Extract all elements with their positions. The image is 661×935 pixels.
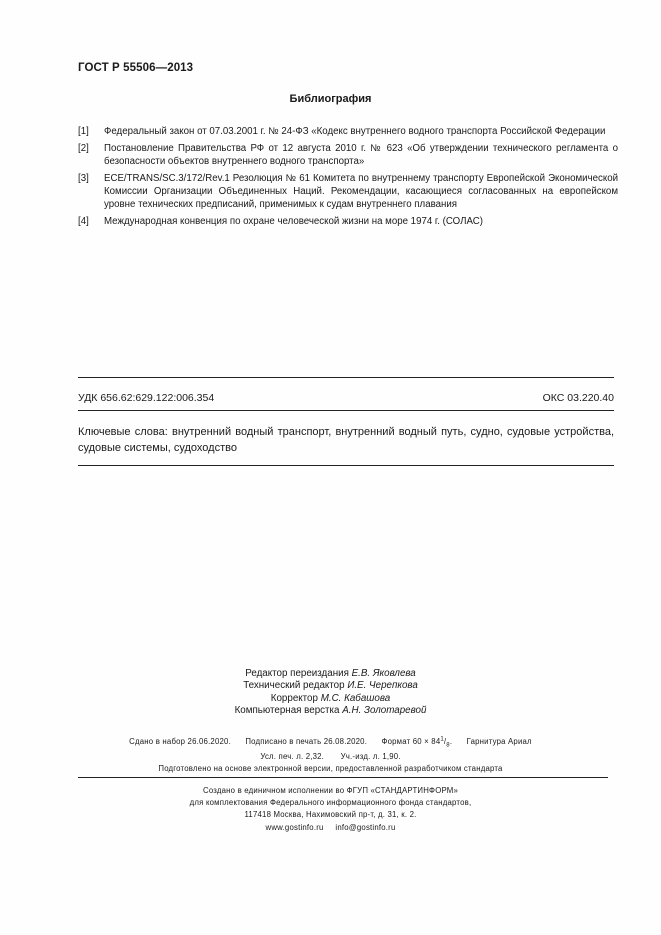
bibliography-number: [2] (78, 143, 89, 154)
print-format: Формат $60 \times 84^1/_8$. (381, 736, 453, 749)
staff-line (0, 668, 661, 680)
print-info (0, 733, 661, 775)
staff-role: Компьютерная верстка (234, 704, 340, 716)
staff-line (0, 680, 661, 692)
oks-code: ОКС 03.220.40 (542, 392, 614, 404)
print-info-row (0, 733, 661, 751)
staff-name: А.Н. Золотаревой (342, 704, 427, 716)
typeface: Гарнитура Ариал (466, 736, 532, 746)
publisher-address: 117418 Москва, Нахимовский пр-т, д. 31, к. 2. (244, 810, 417, 820)
bibliography-text: Федеральный закон от 07.03.2001 г. № 24-ФЗ «Кодекс внутреннего водного транспорта Российской Федерации (104, 126, 606, 137)
staff-name: И.Е. Черепкова (347, 680, 418, 692)
format-prefix: Формат 60 × 84 (381, 736, 441, 746)
signed-date: Подписано в печать 26.08.2020. (245, 736, 368, 746)
bibliography-text: Международная конвенция по охране человеческой жизни на море 1974 г. (СОЛАС) (104, 216, 483, 227)
divider (78, 377, 614, 378)
format-numerator: 1 (440, 736, 444, 742)
staff-name: Е.В. Яковлева (351, 668, 416, 679)
bibliography-list (78, 125, 618, 232)
print-info-row (0, 751, 661, 763)
divider (78, 410, 614, 411)
bibliography-item (78, 172, 618, 211)
bibliography-item (78, 142, 618, 168)
bibliography-text: Постановление Правительства РФ от 12 августа 2010 г. № 623 «Об утверждении технического регламента о безопасности объектов внутреннего водного транспорта» (104, 143, 618, 167)
staff-role: Редактор переиздания (245, 668, 349, 679)
email-link[interactable]: info@gostinfo.ru (335, 822, 396, 832)
divider (78, 777, 608, 778)
editorial-staff (0, 668, 661, 717)
print-sheets: Усл. печ. л. 2,32. (260, 752, 325, 762)
document-header: ГОСТ Р 55506—2013 (78, 62, 194, 74)
website-link[interactable]: www.gostinfo.ru (265, 822, 324, 832)
staff-name: М.С. Кабашова (320, 692, 391, 704)
bibliography-number: [3] (78, 173, 89, 184)
keywords: Ключевые слова: внутренний водный транспорт, внутренний водный путь, судно, судовые устройства, судовые системы, судоходство (78, 426, 614, 454)
publisher-line: Создано в единичном исполнении во ФГУП «СТАНДАРТИНФОРМ» (203, 786, 458, 795)
publication-sheets: Уч.-изд. л. 1,90. (340, 752, 401, 762)
publisher-contacts (0, 822, 661, 834)
prepared-note: Подготовлено на основе электронной версии, предоставленной разработчиком стандарта (158, 764, 503, 774)
staff-line (0, 705, 661, 717)
bibliography-text: ECE/TRANS/SC.3/172/Rev.1 Резолюция № 61 Комитета по внутреннему транспорту Европейской Экономической Комиссии Организации Объединенных Наций. Рекомендации, касающиеся согласованных на европейском уровне технических предписаний, применимых к судам внутреннего плавания (104, 173, 618, 210)
staff-role: Технический редактор (243, 680, 345, 692)
publisher-line: для комплектования Федерального информационного фонда стандартов, (189, 798, 472, 808)
udk-code: УДК 656.62:629.122:006.354 (78, 392, 215, 404)
section-title: Библиография (289, 93, 372, 105)
format-denominator: 8 (446, 742, 450, 749)
staff-role: Корректор (270, 692, 318, 704)
publisher-info (0, 785, 661, 834)
staff-line (0, 693, 661, 705)
bibliography-number: [4] (78, 216, 89, 227)
divider (78, 465, 614, 466)
bibliography-number: [1] (78, 126, 89, 137)
submitted-date: Сдано в набор 26.06.2020. (129, 736, 231, 746)
bibliography-item (78, 215, 618, 228)
bibliography-item (78, 125, 618, 138)
